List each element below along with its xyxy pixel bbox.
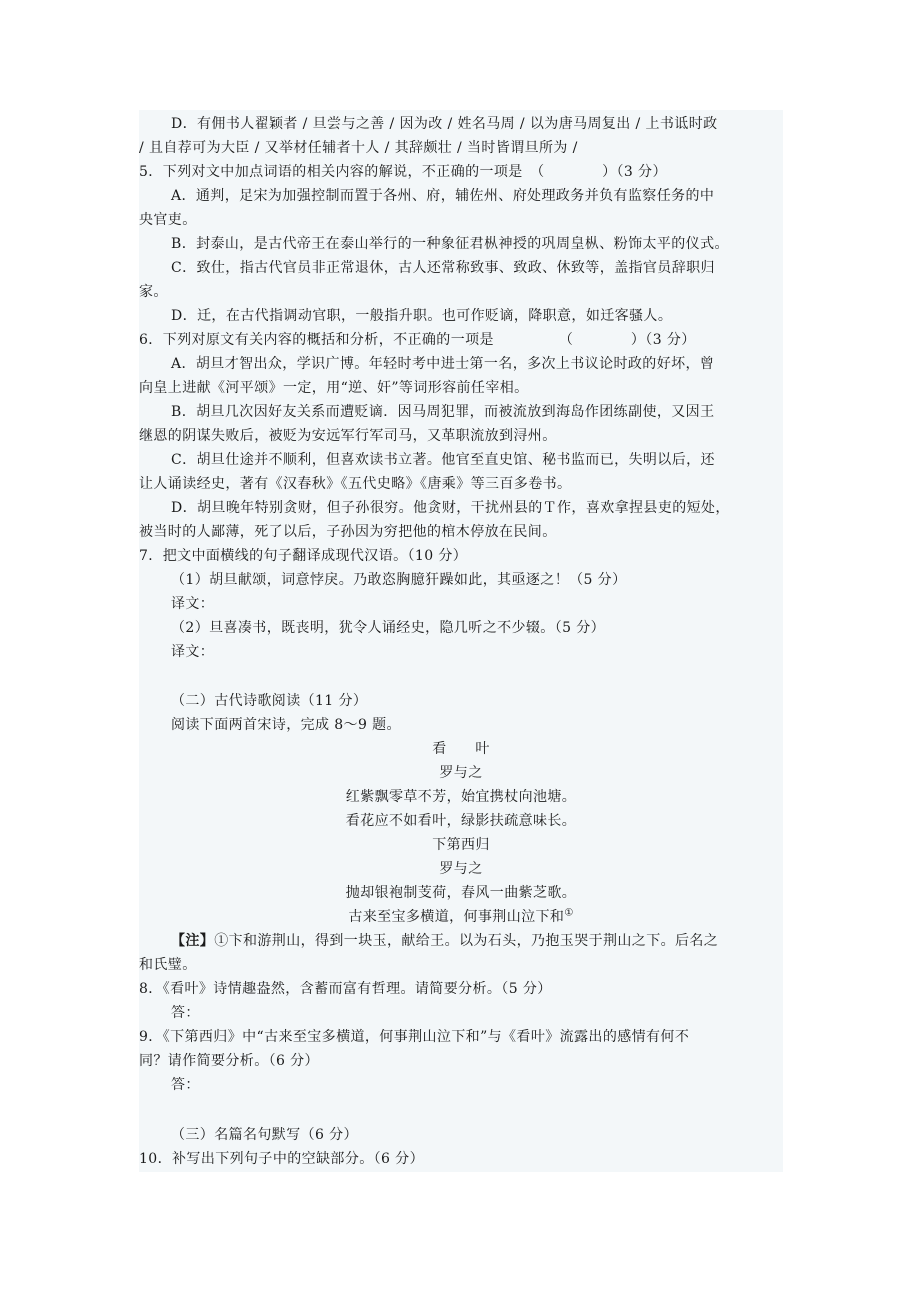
q10-stem: 10．补写出下列句子中的空缺部分。（6 分） bbox=[139, 1151, 424, 1167]
q7-stem: 7．把文中面横线的句子翻译成现代汉语。（10 分） bbox=[139, 548, 468, 564]
poem-note-line1 bbox=[139, 929, 783, 953]
q8-answer-label: 答： bbox=[171, 1005, 200, 1021]
q6-option-d-line1: D．胡旦晚年特别贪财，但子孙很穷。他贪财，干扰州县的Ｔ作，喜欢拿捏县吏的短处， bbox=[171, 500, 730, 516]
note-text: ①卞和游荆山，得到一块玉，献给王。以为石头，乃抱玉哭于荆山之下。后名之 bbox=[214, 933, 719, 949]
q7-sentence-1: （1）胡旦献颂，词意悖戾。乃敢恣胸臆犴躁如此，其亟逐之！（5 分） bbox=[171, 572, 627, 588]
note-label: 【注】 bbox=[171, 933, 215, 949]
q6-option-c-line2: 让人诵读经史，著有《汉春秋》《五代史略》《唐乘》等三百多卷书。 bbox=[139, 476, 572, 492]
q6-option-c-line1: C．胡旦仕途并不顺利，但喜欢读书立著。他官至直史馆、秘书监而已，失明以后，还 bbox=[171, 452, 715, 468]
q7-answer-1-label: 译文： bbox=[171, 596, 215, 612]
q5-option-a-line1: A．通判，足宋为加强控制而置于各州、府，辅佐州、府处理政务并负有监察任务的中 bbox=[171, 188, 715, 204]
poem1-title: 看 叶 bbox=[432, 741, 490, 757]
poem1-line2: 看花应不如看叶，绿影扶疏意味长。 bbox=[345, 813, 577, 829]
q4-option-d-line1: D．有佣书人翟颖者 / 旦尝与之善 / 因为改 / 姓名马周 / 以为唐马周复出 / 上书诋时政 bbox=[171, 116, 718, 132]
poem2-line1: 抛却银袍制芰荷，春风一曲紫芝歌。 bbox=[345, 885, 577, 901]
q5-option-c-line1: C．致仕，指古代官员非正常退休，古人还常称致事、致政、休致等，盖指官员辞职归 bbox=[171, 260, 715, 276]
poem1-author: 罗与之 bbox=[439, 765, 483, 781]
q6-option-a-line2: 向皇上进献《河平颂》一定，用“逆、奸”等词形容前任宰相。 bbox=[139, 380, 529, 396]
q6-option-a-line1: A．胡旦才智出众，学识广博。年轻时考中进士第一名，多次上书议论时政的好坏，曾 bbox=[171, 356, 715, 372]
q6-option-b-line1: B．胡旦几次因好友关系而遭贬谪．因马周犯罪，而被流放到海岛作团练副使，又因王 bbox=[171, 404, 715, 420]
q5-option-b: B．封泰山，是古代帝王在泰山举行的一种象征君枞神授的巩周皇枞、粉饰太平的仪式。 bbox=[171, 236, 729, 252]
q4-option-d-line2: / 且自荐可为大臣 / 又举材任辅者十人 / 其辞颇壮 / 当时皆谓旦所为 / bbox=[139, 140, 578, 156]
footnote-marker: ① bbox=[564, 907, 574, 919]
poem2-title: 下第西归 bbox=[432, 837, 490, 853]
poem2-line2-text: 古来至宝多横道，何事荆山泣下和 bbox=[348, 909, 565, 925]
poetry-section-heading: （二）古代诗歌阅读（11 分） bbox=[171, 693, 368, 709]
section3-heading: （三）名篇名句默写（6 分） bbox=[171, 1127, 358, 1143]
q5-option-d: D．迁，在古代指调动官职，一般指升职。也可作贬谪，降职意，如迁客骚人。 bbox=[171, 308, 673, 324]
q5-option-a-line2: 央官吏。 bbox=[139, 212, 197, 228]
q8-stem: 8．《看叶》诗情趣盎然，含蓄而富有哲理。请简要分析。（5 分） bbox=[139, 981, 552, 997]
q6-option-d-line2: 被当时的人鄙薄，死了以后，子孙因为穷把他的棺木停放在民间。 bbox=[139, 524, 557, 540]
q9-answer-label: 答： bbox=[171, 1077, 200, 1093]
poem-note-line2: 和氏璧。 bbox=[139, 957, 197, 973]
q5-option-c-line2: 家。 bbox=[139, 284, 168, 300]
q5-stem: 5．下列对文中加点词语的相关内容的解说，不正确的一项是 （ ）（3 分） bbox=[139, 164, 667, 180]
poem1-line1: 红紫飘零草不芳，始宜携杖向池塘。 bbox=[345, 789, 577, 805]
poem2-line2 bbox=[139, 905, 783, 929]
q7-sentence-2: （2）旦喜凑书，既丧明，犹令人诵经史，隐几听之不少辍。（5 分） bbox=[171, 620, 606, 636]
poem2-author: 罗与之 bbox=[439, 861, 483, 877]
q9-stem-line1: 9．《下第西归》中“古来至宝多横道，何事荆山泣下和”与《看叶》流露出的感情有何不 bbox=[139, 1029, 690, 1045]
document-page bbox=[139, 110, 783, 1172]
q7-answer-2-label: 译文： bbox=[171, 644, 215, 660]
q6-stem: 6．下列对原文有关内容的概括和分析，不正确的一项是 （ ）（3 分） bbox=[139, 332, 696, 348]
q9-stem-line2: 同？请作简要分析。（6 分） bbox=[139, 1053, 319, 1069]
poetry-intro: 阅读下面两首宋诗，完成 8～9 题。 bbox=[171, 717, 401, 733]
q6-option-b-line2: 继恩的阴谋失败后，被贬为安远军行军司马，又革职流放到浔州。 bbox=[139, 428, 557, 444]
